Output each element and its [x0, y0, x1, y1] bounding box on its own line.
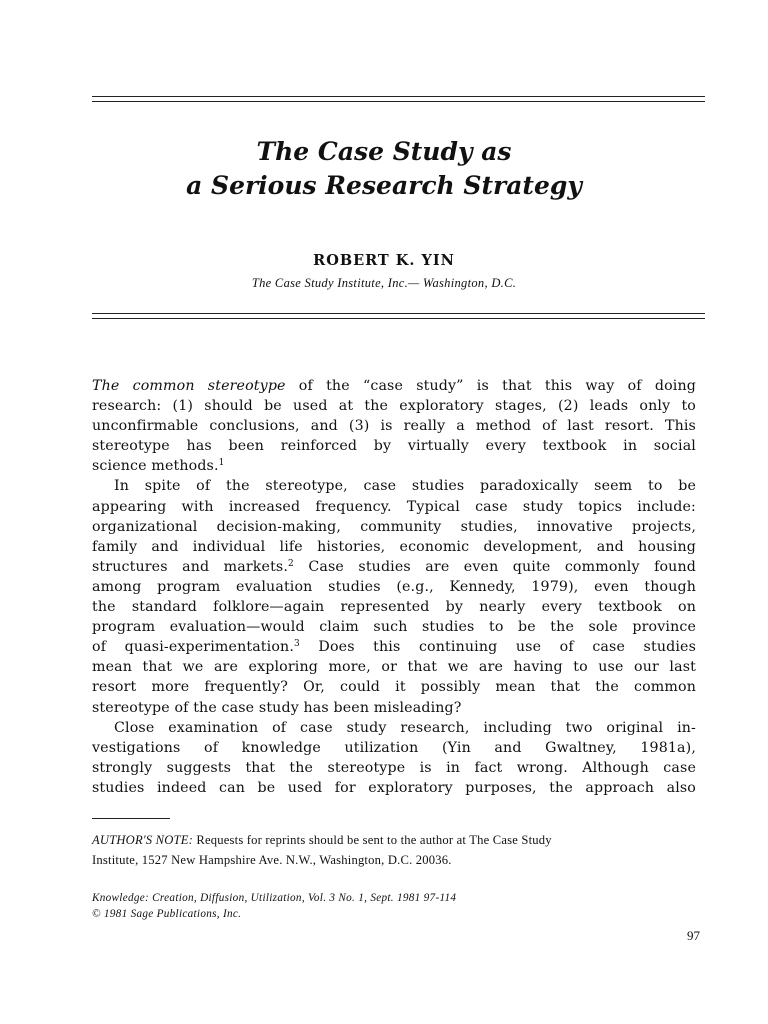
lead-phrase: The common stereotype	[92, 378, 286, 394]
authors-note-label: AUTHOR'S NOTE:	[92, 833, 193, 847]
author-name: ROBERT K. YIN	[313, 252, 455, 269]
footnote-ref-3: 3	[294, 639, 300, 650]
header-rule-1	[92, 313, 705, 314]
title-line-2: a Serious Research Strategy	[186, 171, 582, 200]
paragraph-1: The common stereotype of the “case study” is that this way of doing research: (1) should be used at the exploratory stages, (2) leads only to unconfirmable conclusions, and (3) is really a method of last resort. This stereotype has been reinforced by virtually every textbook in social science methods.$^1$	[92, 378, 696, 475]
top-rule-2	[92, 101, 705, 102]
paragraph-3: Close examination of case study research, including two original in- vestigations of knowledge utilization (Yin and Gwaltney, 1981a), strongly suggests that the stereotype is in fact wrong. Although case studies indeed can be used for exploratory purposes, the approach also	[92, 719, 696, 796]
journal-citation: Knowledge: Creation, Diffusion, Utilization, Vol. 3 No. 1, Sept. 1981 97-114 © 1981 Sage Publications, Inc.	[92, 892, 457, 920]
author-affiliation: The Case Study Institute, Inc.— Washington, D.C.	[251, 276, 517, 290]
paragraph-2: In spite of the stereotype, case studies paradoxically seem to be appearing with increased frequency. Typical case study topics include: organizational decision-making, community studies, innovative projects, family and individual life histories, economic development, and housing structures and markets.$^2$ Case studies are even quite commonly found among program evaluation studies (e.g., Kennedy, 1979), even though the standard folklore—again represented by nearly every textbook on program evaluation—would claim such studies to be the sole province of quasi-experimentation.$^3$ Does this continuing use of case studies mean that we are exploring more, or that we are having to use our last resort more frequently? Or, could it possibly mean that the common stereotype of the case study has been misleading?	[92, 478, 696, 716]
page-number: 97	[687, 928, 700, 943]
title-line-1: The Case Study as	[256, 137, 512, 166]
top-rule-1	[92, 96, 705, 97]
footnote-rule	[92, 818, 170, 819]
footnote-ref-2: 2	[288, 558, 294, 569]
body-text	[92, 376, 696, 798]
footnote-ref-1: 1	[218, 458, 225, 469]
authors-note: AUTHOR'S NOTE: Requests for reprints should be sent to the author at The Case Study Institute, 1527 New Hampshire Ave. N.W., Washington, D.C. 20036.	[92, 833, 552, 867]
header-rule-2	[92, 318, 705, 319]
